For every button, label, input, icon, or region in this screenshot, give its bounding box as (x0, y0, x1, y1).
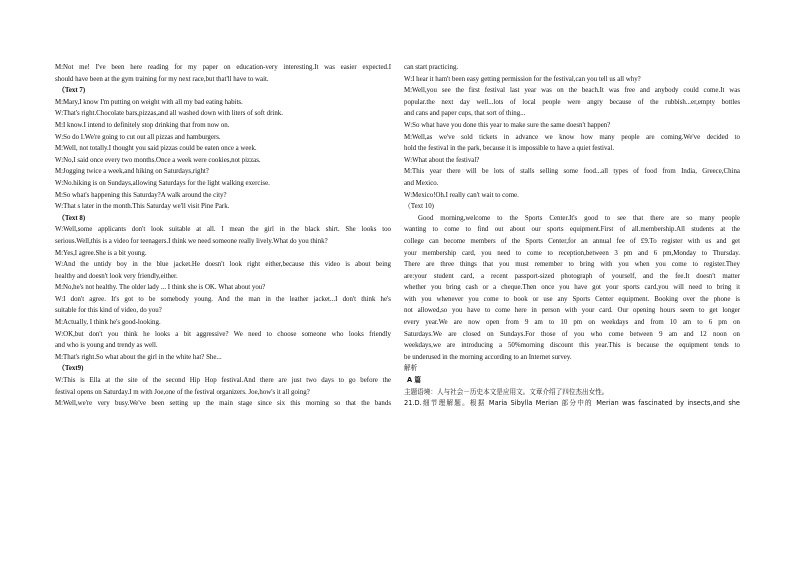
right-column-line: W:So what have you done this year to make sure the same doesn't happen? (404, 121, 611, 129)
right-column-line: hold the festival in the park, because it is impossible to have a quiet festival. (404, 145, 615, 153)
right-column-line: be underused in the morning according to an Internet survey. (404, 353, 572, 361)
left-column-line: W:That's right.Chocolate bars,pizzas,and all washed down with liters of soft drink. (55, 110, 283, 118)
left-column-line: M:That's right.So what about the girl in the white hat? She... (55, 353, 222, 361)
left-column (55, 62, 391, 410)
left-column-line: suitable for this kind of video, do you? (55, 307, 162, 315)
right-column-line: Good morning,welcome to the Sports Center.It's good to see that there are so many people (418, 214, 740, 222)
right-column-line: and cans and paper cups, that sort of thing... (404, 110, 526, 118)
left-column-line: M:Well, not totally.I thought you said pizzas could be eaten once a week. (55, 145, 257, 153)
right-column-line: 主题语境：人与社会－历史本文是应用文。文章介绍了四位杰出女性。 (404, 387, 609, 396)
right-column-line: college can become members of the Sports Center,for an annual fee of £9.To register with us and get (404, 237, 740, 245)
left-column-line: W:No,I said once every two months.Once a week were cookies,not pizzas. (55, 156, 261, 164)
right-column-line: with you whenever you come to book or use any Sports Center equipment. Booking over the phone is (404, 295, 740, 303)
right-column-line: W:Mexico!Oh.I really can't wait to come. (404, 191, 519, 199)
left-column-line: M:Jogging twice a week,and hiking on Saturdays,right? (55, 168, 209, 176)
right-column-line: and Mexico. (404, 179, 439, 187)
right-column-line: W:What about the festival? (404, 156, 480, 164)
left-column-line: W:OK,but don't you think he looks a bit aggressive? We need to choose someone who looks friendly (55, 330, 391, 338)
right-column-line: popular.the next day well...lots of local people were angry because of the rubbish...er,empty bottles (404, 98, 740, 106)
left-column-line: W:No.hiking is on Sundays,allowing Saturdays for the light walking exercise. (55, 179, 270, 187)
right-column-line: There are three things that you must remember to bring with you when you come to register.They (404, 261, 740, 269)
left-column-line: W:That s later in the month.This Saturday we'll visit Pine Park. (55, 203, 230, 211)
left-column-line: healthy and doesn't look very friendly,either. (55, 272, 178, 280)
left-column-line: M:Not me! I've been here reading for my paper on education-very interesting.It was easier expected.I (55, 64, 391, 71)
right-column-line: 21.D.细节理解题。根据 Maria Sibylla Merian 部分中的 Merian was fascinated by insects,and she (404, 399, 740, 408)
left-column-line: and who is young and trendy as well. (55, 342, 158, 350)
left-column-line: W:I don't agree. It's got to be somebody young. And the man in the leather jacket...I don't think he's (55, 295, 391, 303)
right-column-line: can start practicing. (404, 64, 459, 71)
right-column-line: whether you bring cash or a cheque.Then once you have got your sports card,you will need to bring it (404, 284, 740, 292)
left-column-line: M:I know.I intend to definitely stop drinking that from now on. (55, 121, 230, 129)
right-column-line: not allowed,so you have to come here in person with your card. Our opening hours seem to get longer (404, 307, 740, 315)
right-column-line: M:This year there will be lots of stalls selling some food...all types of food from India, Greece,China (404, 168, 740, 176)
left-column-line: W:So do I.We're going to cut out all pizzas and hamburgers. (55, 133, 221, 141)
right-column-line: M:Well,you see the first festival last year was on the beach.It was free and anybody could come.It was (404, 87, 740, 95)
left-column-line: W:This is Ella at the site of the second Hip Hop festival.And there are just two days to go before the (55, 377, 391, 385)
right-column-line: every year.We are now open from 9 am to 10 pm on weekdays and from 10 am to 6 pm on (404, 319, 740, 327)
right-column (404, 62, 740, 410)
left-column-line: M:Actually, I think he's good-looking. (55, 319, 161, 327)
right-column-line: are:your student card, a recent passport-sized photograph of yourself, and the fee.It doesn't matter (404, 272, 740, 280)
right-column-line: Saturdays.We are closed on Sundays.For those of you who come between 9 am and 12 noon on (404, 330, 740, 338)
left-column-line: M:Well,we're very busy.We've been setting up the main stage since six this morning so that the bands (55, 400, 391, 408)
left-column-line: M:So what's happening this Saturday?A walk around the city? (55, 191, 227, 199)
left-column-line: M:No,he's not healthy. The older lady ... I think she is OK. What about you? (55, 284, 266, 292)
left-column-line: serious.Well,this is a video for teenagers.I think we need someone really lively.What do you think? (55, 237, 328, 245)
left-column-line: M:Yes,I agree.She is a bit young. (55, 249, 147, 257)
left-column-line: （Text9) (58, 365, 84, 373)
left-column-line: （Text 7) (58, 87, 86, 95)
right-column-line: W:I hear it ham't been easy getting permission for the festival,can you tell us all why? (404, 75, 641, 83)
right-column-line: M:Well,as we've sold tickets in advance we know how many people are coming.We've decided to (404, 133, 740, 141)
right-column-line: wanting to come to find out about our sports equipment.First of all.membership.All students at the (404, 226, 740, 234)
right-column-line: your membership card, you need to come to reception,between 3 pm and 6 pm,Monday to Thursday. (404, 249, 740, 257)
right-column-line: weekdays,we are introducing a 50%morning discount this year.This is because the equipment tends to (404, 342, 740, 350)
left-column-line: W:And the untidy boy in the blue jacket.He doesn't look right either,because this video is about being (55, 261, 391, 269)
right-column-line: 解析 (404, 364, 418, 373)
left-column-line: M:Mary,I know I'm putting on weight with all my bad eating habits. (55, 98, 243, 106)
left-column-line: festival opens on Saturday.I m with Joe,one of the festival organizers. Joe,how's it all going? (55, 388, 310, 396)
right-column-line: （Text 10) (404, 203, 434, 211)
left-column-line: （Text 8) (58, 214, 86, 222)
right-column-line: A 篇 (407, 376, 421, 385)
left-column-line: should have been at the gym training for my next race,but that'll have to wait. (55, 75, 269, 83)
left-column-line: W:Well,some applicants don't look suitable at all. I mean the girl in the black shirt. She looks too (55, 226, 391, 234)
